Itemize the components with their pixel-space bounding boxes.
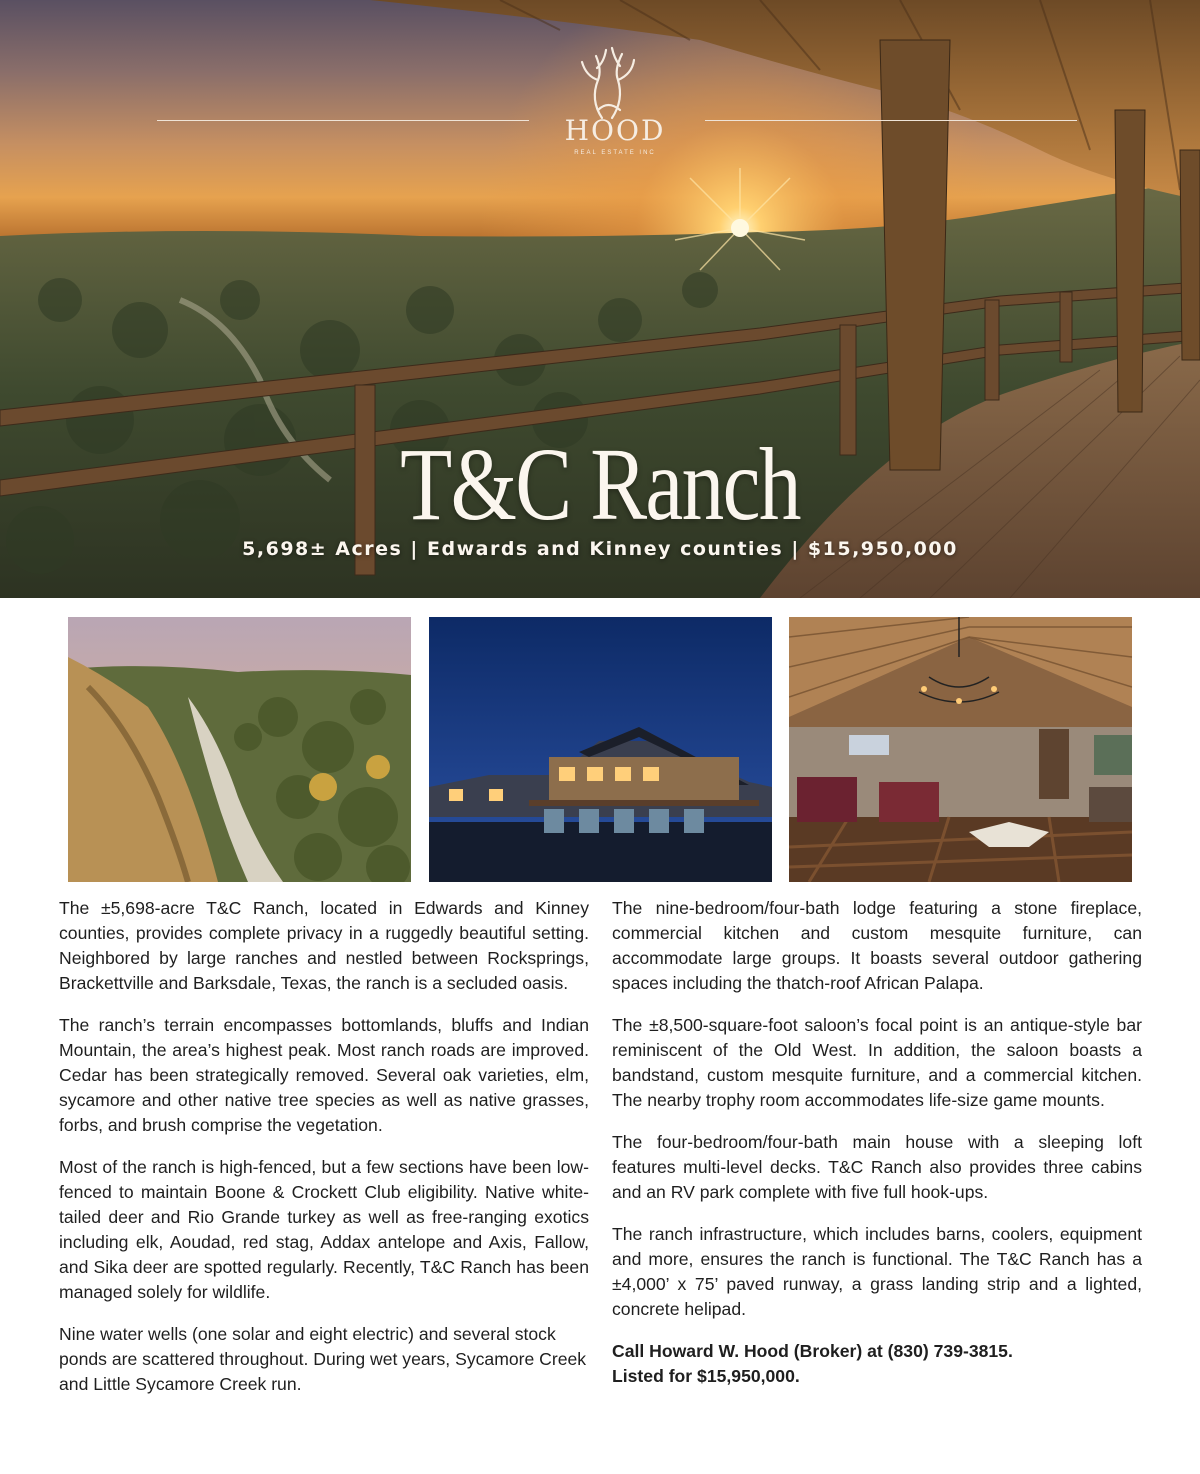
left-column xyxy=(59,896,589,1414)
price-line: Listed for $15,950,000. xyxy=(612,1366,800,1386)
listing-title: T&C Ranch xyxy=(400,427,800,542)
lodge-night-photo xyxy=(429,617,772,882)
contact-line: Call Howard W. Hood (Broker) at (830) 739-3815. xyxy=(612,1341,1013,1361)
deer-antler-icon xyxy=(540,40,690,120)
paragraph-main-house: The four-bedroom/four-bath main house with a sleeping loft features multi-level decks. T&C Ranch also provides three cabins and an RV park complete with five full hook-ups. xyxy=(612,1132,1142,1202)
paragraph-lodge: The nine-bedroom/four-bath lodge featuring a stone fireplace, commercial kitchen and custom mesquite furniture, can accommodate large groups. It boasts several outdoor gathering spaces including the thatch-roof African Palapa. xyxy=(612,898,1142,993)
paragraph-saloon: The ±8,500-square-foot saloon’s focal point is an antique-style bar reminiscent of the Old West. In addition, the saloon boasts a bandstand, custom mesquite furniture, and a commercial kitchen. The nearby trophy room accommodates life-size game mounts. xyxy=(612,1015,1142,1110)
interior-photo xyxy=(789,617,1132,882)
logo-rule-left xyxy=(157,120,529,121)
hero-image xyxy=(0,0,1200,598)
paragraph-terrain: The ranch’s terrain encompasses bottomlands, bluffs and Indian Mountain, the area’s highest peak. Most ranch roads are improved. Cedar has been strategically removed. Several oak varieties, elm, sycamore and other native tree species as well as native grasses, forbs, and brush comprise the vegetation. xyxy=(59,1015,589,1135)
right-column xyxy=(612,896,1142,1389)
canyon-photo xyxy=(68,617,411,882)
paragraph-overview: The ±5,698-acre T&C Ranch, located in Edwards and Kinney counties, provides complete privacy in a ruggedly beautiful setting. Neighbored by large ranches and nestled between Rocksprings, Brackettville and Barksdale, Texas, the ranch is a secluded oasis. xyxy=(59,898,589,993)
logo-wordmark: HOOD xyxy=(564,114,666,147)
listing-subtitle: 5,698± Acres | Edwards and Kinney counties | $15,950,000 xyxy=(242,538,958,560)
logo-rule-right xyxy=(705,120,1077,121)
hood-logo xyxy=(540,40,690,160)
paragraph-wildlife: Most of the ranch is high-fenced, but a few sections have been low-fenced to maintain Boone & Crockett Club eligibility. Native white-tailed deer and Rio Grande turkey as well as free-ranging exotics including elk, Aoudad, red stag, Addax antelope and Axis, Fallow, and Sika deer are spotted regularly. Recently, T&C Ranch has been managed solely for wildlife. xyxy=(59,1157,589,1302)
paragraph-water: Nine water wells (one solar and eight electric) and several stock ponds are scattered throughout. During wet years, Sycamore Creek and Little Sycamore Creek run. xyxy=(59,1324,587,1394)
paragraph-infrastructure: The ranch infrastructure, which includes barns, coolers, equipment and more, ensures the ranch is functional. The T&C Ranch has a ±4,000’ x 75’ paved runway, a grass landing strip and a lighted, concrete helipad. xyxy=(612,1224,1142,1319)
logo-subtitle: REAL ESTATE INC xyxy=(574,150,656,156)
